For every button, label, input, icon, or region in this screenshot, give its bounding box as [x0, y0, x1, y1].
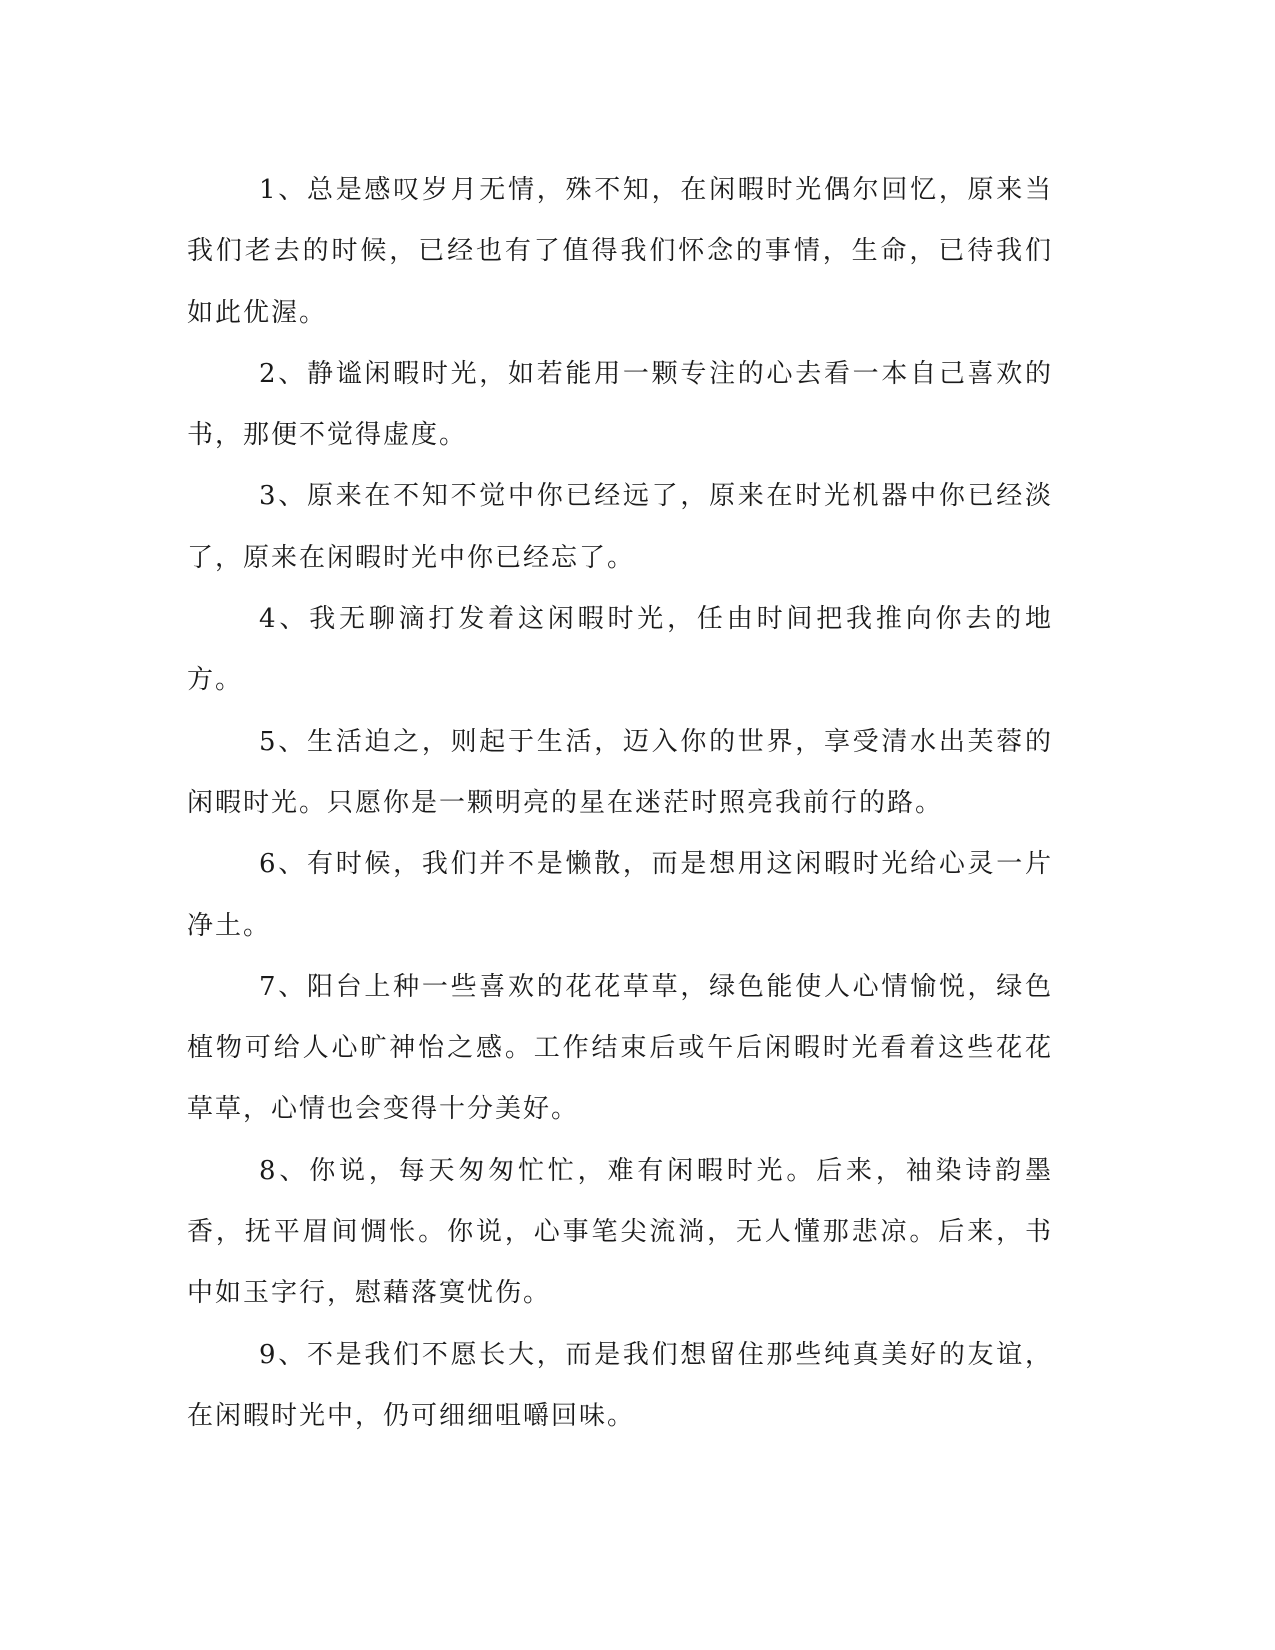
paragraph-1: 1、总是感叹岁月无情，殊不知，在闲暇时光偶尔回忆，原来当我们老去的时候，已经也有了值得我们怀念的事情，生命，已待我们如此优渥。	[187, 175, 1053, 328]
paragraph-3: 3、原来在不知不觉中你已经远了，原来在时光机器中你已经淡了，原来在闲暇时光中你已经忘了。	[187, 481, 1053, 573]
paragraph-4: 4、我无聊滴打发着这闲暇时光，任由时间把我推向你去的地方。	[187, 604, 1053, 696]
paragraph-7: 7、阳台上种一些喜欢的花花草草，绿色能使人心情愉悦，绿色植物可给人心旷神怡之感。工作结束后或午后闲暇时光看着这些花花草草，心情也会变得十分美好。	[187, 971, 1053, 1125]
paragraph-5: 5、生活迫之，则起于生活，迈入你的世界，享受清水出芙蓉的闲暇时光。只愿你是一颗明亮的星在迷茫时照亮我前行的路。	[187, 726, 1053, 818]
paragraph-8: 8、你说，每天匆匆忙忙，难有闲暇时光。后来，袖染诗韵墨香，抚平眉间惆怅。你说，心事笔尖流淌，无人懂那悲凉。后来，书中如玉字行，慰藉落寞忧伤。	[187, 1155, 1053, 1309]
document-body	[187, 160, 1053, 1447]
paragraph-6: 6、有时候，我们并不是懒散，而是想用这闲暇时光给心灵一片净土。	[187, 849, 1053, 941]
paragraph-9: 9、不是我们不愿长大，而是我们想留住那些纯真美好的友谊，在闲暇时光中，仍可细细咀嚼回味。	[187, 1339, 1053, 1431]
paragraph-2: 2、静谧闲暇时光，如若能用一颗专注的心去看一本自己喜欢的书，那便不觉得虚度。	[187, 358, 1053, 451]
